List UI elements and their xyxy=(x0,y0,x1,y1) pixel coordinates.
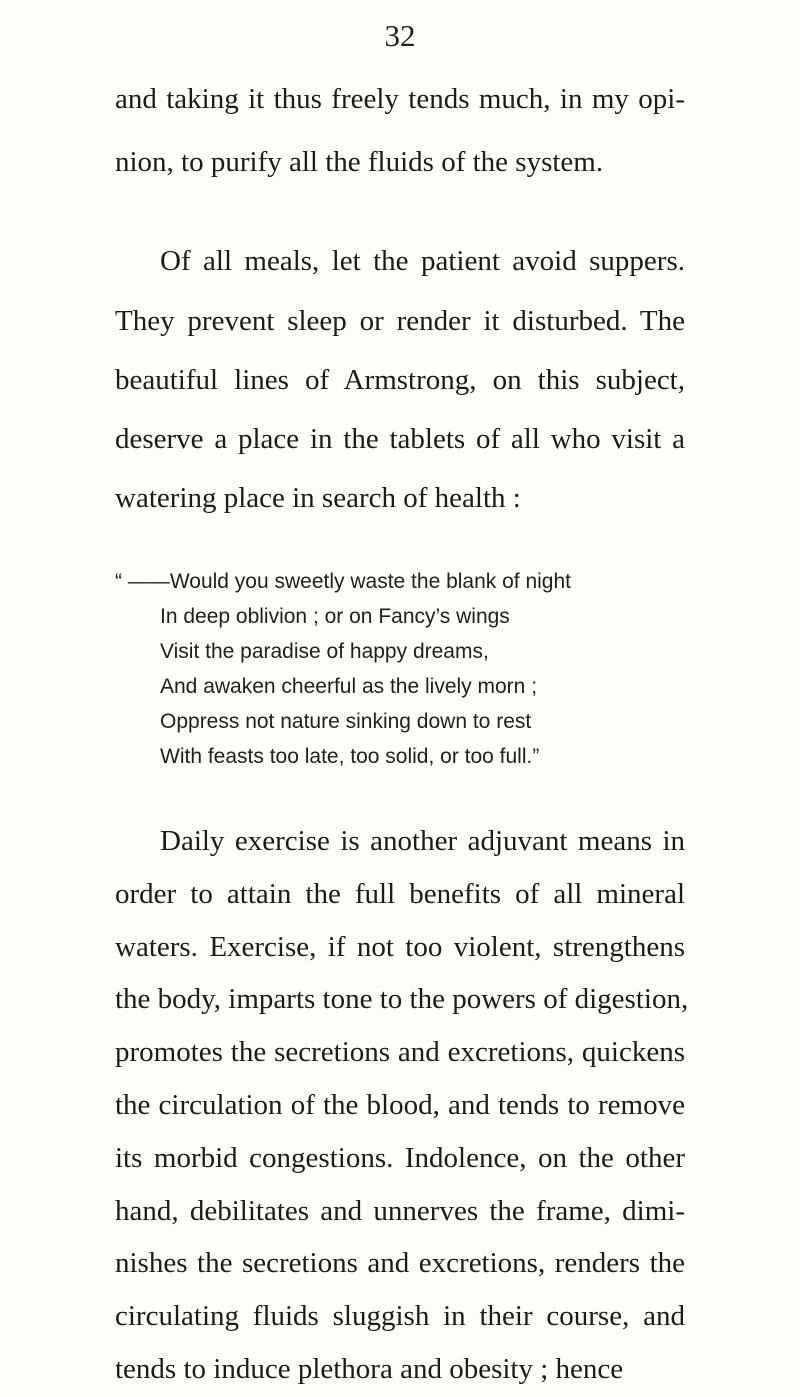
paragraph-line: the circulation of the blood, and tends to remove xyxy=(115,1089,685,1121)
paragraph-line: tends to induce plethora and obesity ; hence xyxy=(115,1353,624,1385)
paragraph-line: promotes the secretions and excretions, quickens xyxy=(115,1036,685,1068)
paragraph-line: waters. Exercise, if not too violent, strengthens xyxy=(115,931,685,963)
verse-line: Visit the paradise of happy dreams, xyxy=(160,640,489,663)
paragraph-line: Daily exercise is another adjuvant means in xyxy=(160,825,685,857)
paragraph-line: deserve a place in the tablets of all who visit a xyxy=(115,423,685,455)
paragraph-line: Of all meals, let the patient avoid suppers. xyxy=(160,245,685,277)
paragraph-line: nion, to purify all the fluids of the system. xyxy=(115,146,604,178)
verse-line: Oppress not nature sinking down to rest xyxy=(160,710,532,733)
paragraph-line: nishes the secretions and excretions, renders the xyxy=(115,1247,685,1279)
paragraph-line: the body, imparts tone to the powers of digestion, xyxy=(115,983,689,1015)
paragraph-line: and taking it thus freely tends much, in my opi- xyxy=(115,83,685,115)
paragraph-line: watering place in search of health : xyxy=(115,482,521,514)
page-number: 32 xyxy=(384,18,416,53)
paragraph-line: They prevent sleep or render it disturbed. The xyxy=(115,305,685,337)
paragraph-line: beautiful lines of Armstrong, on this subject, xyxy=(115,364,685,396)
paragraph-line: hand, debilitates and unnerves the frame, dimi- xyxy=(115,1195,685,1227)
verse-line: “ ——Would you sweetly waste the blank of night xyxy=(115,570,572,593)
paragraph-line: circulating fluids sluggish in their course, and xyxy=(115,1300,685,1332)
verse-line: In deep oblivion ; or on Fancy’s wings xyxy=(160,605,510,628)
verse-line: And awaken cheerful as the lively morn ; xyxy=(160,675,538,698)
paragraph-line: its morbid congestions. Indolence, on the other xyxy=(115,1142,685,1174)
paragraph-line: order to attain the full benefits of all mineral xyxy=(115,878,685,910)
verse-line: With feasts too late, too solid, or too full.” xyxy=(160,745,540,768)
